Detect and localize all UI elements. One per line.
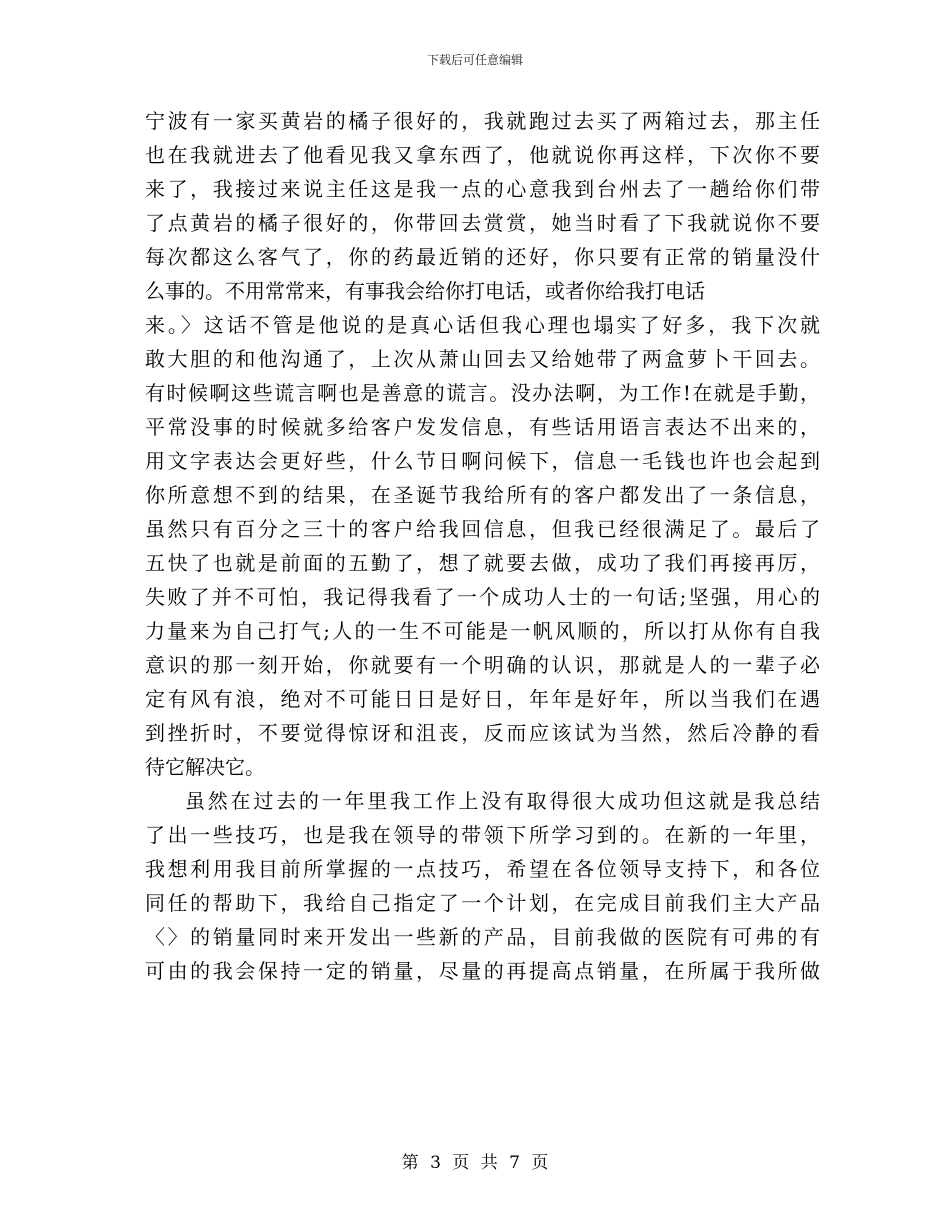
- text-line: 了点黄岩的橘子很好的，你带回去赏赏，她当时看了下我就说你不要: [145, 211, 820, 235]
- text-line: 用文字表达会更好些，什么节日啊问候下，信息一毛钱也许也会起到: [145, 449, 820, 473]
- text-line: 每次都这么客气了，你的药最近销的还好，你只要有正常的销量没什: [145, 245, 820, 269]
- text-line: 敢大胆的和他沟通了，上次从萧山回去又给她带了两盒萝卜干回去。: [145, 347, 820, 371]
- text-line: 我想利用我目前所掌握的一点技巧，希望在各位领导支持下，和各位: [145, 857, 820, 881]
- text-line: 力量来为自己打气;人的一生不可能是一帆风顺的，所以打从你有自我: [145, 619, 820, 643]
- text-line: 同任的帮助下，我给自己指定了一个计划，在完成目前我们主大产品: [145, 891, 820, 915]
- text-line: 来。〉这话不管是他说的是真心话但我心理也塌实了好多，我下次就: [145, 313, 820, 337]
- body-text: [145, 104, 820, 988]
- text-line: 你所意想不到的结果，在圣诞节我给所有的客户都发出了一条信息，: [145, 483, 820, 507]
- text-line: 〈〉的销量同时来开发出一些新的产品，目前我做的医院有可弗的有: [145, 925, 820, 949]
- text-line: 到挫折时，不要觉得惊讶和沮丧，反而应该试为当然，然后冷静的看: [145, 721, 820, 745]
- text-line: 了出一些技巧，也是我在领导的带领下所学习到的。在新的一年里，: [145, 823, 820, 847]
- text-line: 平常没事的时候就多给客户发发信息，有些话用语言表达不出来的，: [145, 415, 820, 439]
- text-line: 虽然只有百分之三十的客户给我回信息，但我已经很满足了。最后了: [145, 517, 820, 541]
- text-line: 也在我就进去了他看见我又拿东西了，他就说你再这样，下次你不要: [145, 143, 820, 167]
- text-line: 么事的。不用常常来，有事我会给你打电话，或者你给我打电话: [145, 279, 705, 303]
- text-line: 五快了也就是前面的五勤了，想了就要去做，成功了我们再接再厉，: [145, 551, 820, 575]
- text-line: 意识的那一刻开始，你就要有一个明确的认识，那就是人的一辈子必: [145, 653, 820, 677]
- text-line: 待它解决它。: [145, 755, 265, 779]
- page-footer: 第 3 页 共 7 页: [401, 1153, 549, 1173]
- page-header: 下载后可任意编辑: [426, 53, 523, 67]
- text-line: 失败了并不可怕，我记得我看了一个成功人士的一句话;坚强，用心的: [145, 585, 820, 609]
- text-line: 定有风有浪，绝对不可能日日是好日，年年是好年，所以当我们在遇: [145, 687, 820, 711]
- text-line: 有时候啊这些谎言啊也是善意的谎言。没办法啊，为工作!在就是手勤，: [145, 381, 820, 405]
- text-line: 来了，我接过来说主任这是我一点的心意我到台州去了一趟给你们带: [145, 177, 820, 201]
- text-line: 虽然在过去的一年里我工作上没有取得很大成功但这就是我总结: [185, 789, 820, 813]
- text-line: 可由的我会保持一定的销量，尽量的再提高点销量，在所属于我所做: [145, 959, 820, 983]
- text-line: 宁波有一家买黄岩的橘子很好的，我就跑过去买了两箱过去，那主任: [145, 109, 820, 133]
